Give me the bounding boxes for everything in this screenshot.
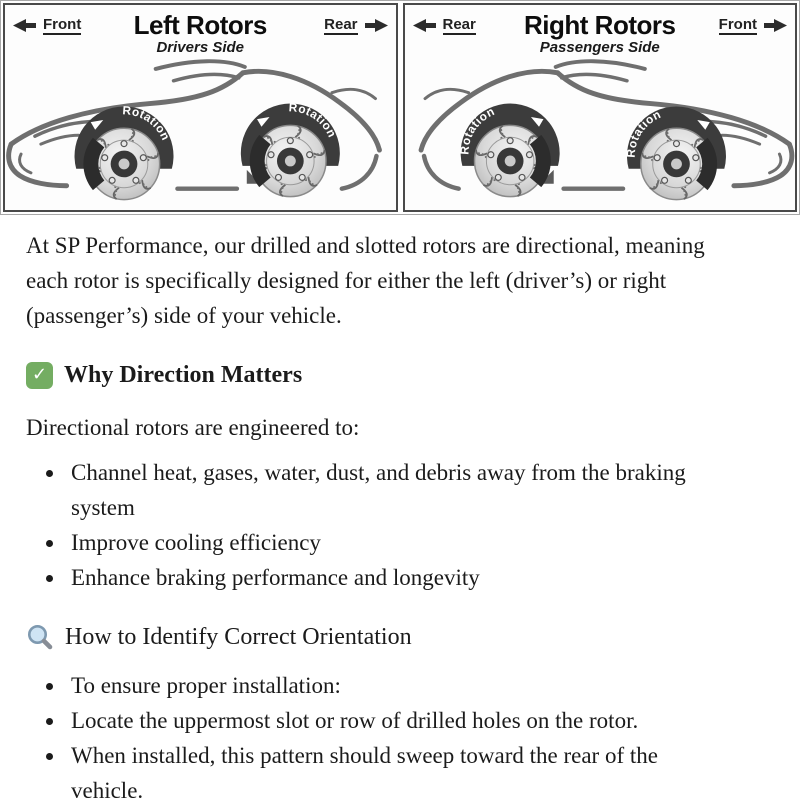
section1-bullet-list xyxy=(26,455,726,595)
list-item: • Locate the uppermost slot or row of drilled holes on the rotor. xyxy=(66,703,726,738)
article-content xyxy=(0,215,800,808)
magnifier-icon xyxy=(26,623,54,651)
right-panel-header xyxy=(405,5,796,59)
left-panel-subtitle: Drivers Side xyxy=(156,39,245,56)
list-item: • Improve cooling efficiency xyxy=(66,525,726,560)
left-panel-titles xyxy=(134,12,267,56)
front-label: Front xyxy=(43,16,82,33)
list-item: • Channel heat, gases, water, dust, and debris away from the braking system xyxy=(66,455,726,525)
identify-orientation-text: How to Identify Correct Orientation xyxy=(65,624,412,650)
why-direction-matters-text: Why Direction Matters xyxy=(64,362,303,388)
rotation-label-front: Rotation xyxy=(623,106,663,158)
front-label: Front xyxy=(718,16,757,33)
rotation-label-front: Rotation xyxy=(122,102,174,143)
identify-orientation-heading xyxy=(26,622,770,652)
section1-lead: Directional rotors are engineered to: xyxy=(26,415,360,440)
check-mark-icon: ✓ xyxy=(26,362,53,389)
arrow-left-icon xyxy=(413,18,441,33)
arrow-right-icon xyxy=(360,18,388,33)
right-panel-title: Right Rotors xyxy=(524,10,676,40)
list-item: • Enhance braking performance and longevity xyxy=(66,560,726,595)
arrow-left-icon xyxy=(13,18,41,33)
rear-direction-indicator xyxy=(413,16,476,35)
rotation-label-rear: Rotation xyxy=(456,103,497,155)
front-direction-indicator xyxy=(719,16,787,35)
left-rotors-panel xyxy=(3,3,398,212)
left-car-illustration xyxy=(5,59,396,210)
intro-paragraph: At SP Performance, our drilled and slotted rotors are directional, meaning each rotor is specifically designed for either the left (driver’s) or right (passenger’s) side of your vehicle. xyxy=(26,233,705,328)
section2-bullet-list xyxy=(26,668,726,808)
list-item: • To ensure proper installation: xyxy=(66,668,726,703)
arrow-right-icon xyxy=(759,18,787,33)
right-panel-titles xyxy=(524,12,675,56)
rotor-direction-diagram xyxy=(0,0,800,215)
front-direction-indicator xyxy=(13,16,81,35)
rear-label: Rear xyxy=(324,16,358,33)
list-item: • When installed, this pattern should sweep toward the rear of the vehicle. xyxy=(66,738,726,808)
left-panel-title: Left Rotors xyxy=(133,10,267,40)
rear-label: Rear xyxy=(442,16,476,33)
rear-direction-indicator xyxy=(324,16,387,35)
right-rotors-panel xyxy=(403,3,798,212)
left-panel-header xyxy=(5,5,396,59)
right-car-illustration xyxy=(405,59,796,210)
right-panel-subtitle: Passengers Side xyxy=(539,39,660,56)
why-direction-matters-heading xyxy=(26,360,770,390)
rotation-label-rear: Rotation xyxy=(288,99,340,140)
